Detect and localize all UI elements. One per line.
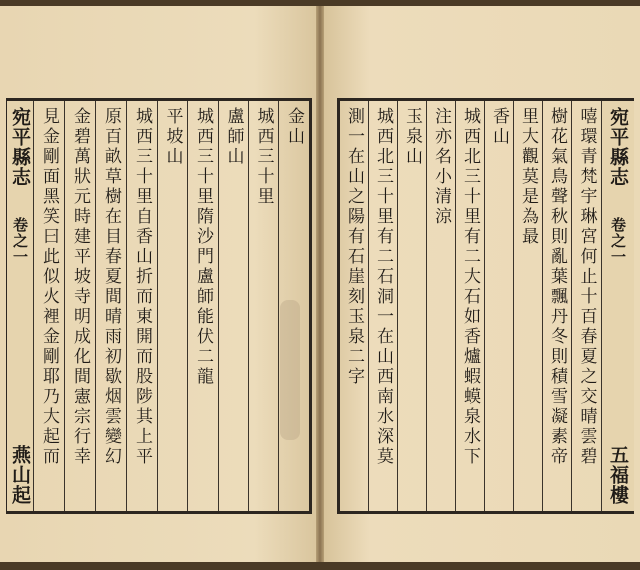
right-banner-title: 宛平縣志 bbox=[607, 107, 629, 187]
right-col-7 bbox=[397, 101, 426, 511]
right-col-8 bbox=[368, 101, 397, 511]
right-text-frame bbox=[337, 98, 634, 514]
left-col-7 bbox=[95, 101, 126, 511]
left-col-7-text: 原百畝草樹在目春夏間晴雨初歇烟雲變幻 bbox=[101, 107, 121, 467]
right-col-9-text: 測一在山之陽有石崖刻玉泉二字 bbox=[344, 107, 364, 387]
right-col-8-text: 城西北三十里有二石洞一在山西南水深莫 bbox=[373, 107, 393, 467]
right-col-1 bbox=[571, 101, 601, 511]
left-col-5 bbox=[157, 101, 187, 511]
left-col-8 bbox=[64, 101, 95, 511]
left-col-3-text: 盧師山 bbox=[223, 107, 244, 167]
left-text-frame bbox=[6, 98, 312, 514]
right-col-5 bbox=[455, 101, 484, 511]
left-col-2-text: 城西三十里 bbox=[253, 107, 274, 207]
book-gutter bbox=[316, 6, 324, 562]
left-banner bbox=[7, 101, 33, 511]
right-col-3-text: 里大觀莫是為最 bbox=[518, 107, 538, 247]
left-banner-footer: 燕山起 bbox=[9, 445, 31, 505]
right-col-2 bbox=[542, 101, 571, 511]
left-col-1-text: 金山 bbox=[284, 107, 304, 147]
left-col-8-text: 金碧萬狀元時建平坡寺明成化間憲宗行幸 bbox=[70, 107, 90, 467]
right-col-3 bbox=[513, 101, 542, 511]
left-col-9 bbox=[33, 101, 64, 511]
right-col-4-text: 香山 bbox=[489, 107, 509, 147]
right-col-1-text: 嘻環青梵宇琳宮何止十百春夏之交晴雲碧 bbox=[576, 107, 597, 467]
right-banner bbox=[601, 101, 634, 511]
right-col-9 bbox=[340, 101, 368, 511]
right-banner-volume: 卷之一 bbox=[609, 217, 627, 265]
right-col-2-text: 樹花氣鳥聲秋則亂葉飄丹冬則積雪凝素帝 bbox=[547, 107, 567, 467]
left-col-4 bbox=[187, 101, 218, 511]
left-col-4-text: 城西三十里隋沙門盧師能伏二龍 bbox=[193, 107, 213, 387]
left-col-1 bbox=[278, 101, 309, 511]
left-col-5-text: 平坡山 bbox=[162, 107, 183, 167]
left-col-9-text: 見金剛面黑笑曰此似火裡金剛耶乃大起而 bbox=[39, 107, 59, 467]
right-col-6-text: 注亦名小清涼 bbox=[431, 107, 451, 227]
right-banner-footer: 五福樓 bbox=[607, 445, 629, 505]
right-col-7-text: 玉泉山 bbox=[402, 107, 422, 167]
left-col-3 bbox=[218, 101, 248, 511]
right-col-6 bbox=[426, 101, 455, 511]
right-col-5-text: 城西北三十里有二大石如香爐蝦蟆泉水下 bbox=[460, 107, 480, 467]
left-banner-title: 宛平縣志 bbox=[9, 107, 31, 187]
left-col-2 bbox=[248, 101, 278, 511]
left-banner-volume: 卷之一 bbox=[11, 217, 29, 265]
left-col-6 bbox=[126, 101, 157, 511]
right-col-4 bbox=[484, 101, 513, 511]
left-col-6-text: 城西三十里自香山折而東開而股陟其上平 bbox=[132, 107, 152, 467]
